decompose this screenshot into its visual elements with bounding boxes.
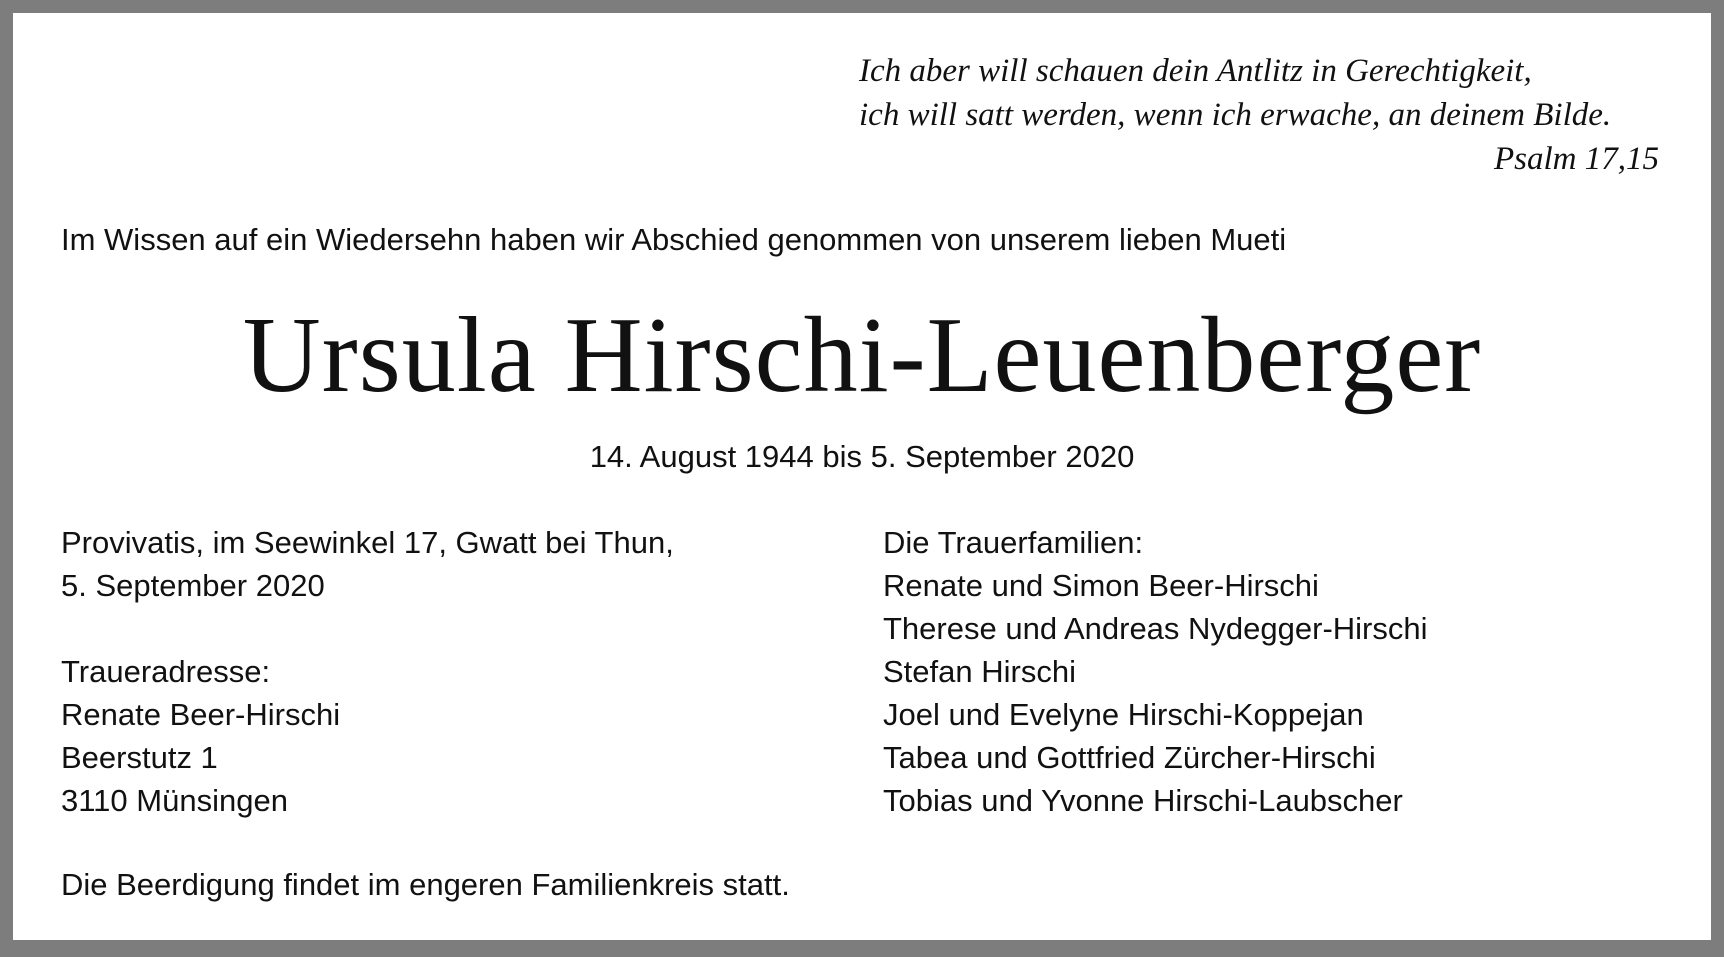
- address-city: 3110 Münsingen: [61, 783, 288, 818]
- address-name: Renate Beer-Hirschi: [61, 697, 341, 732]
- bible-verse: [859, 49, 1659, 181]
- intro-text: Im Wissen auf ein Wiedersehn haben wir Abschied genommen von unserem lieben Mueti: [61, 222, 1287, 257]
- family-member: Tobias und Yvonne Hirschi-Laubscher: [883, 783, 1403, 818]
- left-column: [61, 521, 674, 822]
- family-member: Joel und Evelyne Hirschi-Koppejan: [883, 697, 1364, 732]
- family-member: Therese und Andreas Nydegger-Hirschi: [883, 611, 1428, 646]
- family-member: Renate und Simon Beer-Hirschi: [883, 568, 1319, 603]
- place-line-1: Provivatis, im Seewinkel 17, Gwatt bei Thun,: [61, 525, 674, 560]
- family-member: Tabea und Gottfried Zürcher-Hirschi: [883, 740, 1376, 775]
- verse-line-2: ich will satt werden, wenn ich erwache, an deinem Bilde.: [859, 97, 1612, 133]
- verse-source: Psalm 17,15: [1494, 141, 1659, 177]
- place-line-2: 5. September 2020: [61, 568, 325, 603]
- obituary-notice: [13, 13, 1711, 940]
- right-column: [883, 521, 1428, 822]
- deceased-name: Ursula Hirschi-Leuenberger: [242, 296, 1482, 415]
- verse-line-1: Ich aber will schauen dein Antlitz in Gerechtigkeit,: [859, 53, 1532, 89]
- family-member: Stefan Hirschi: [883, 654, 1076, 689]
- life-dates: 14. August 1944 bis 5. September 2020: [589, 439, 1135, 474]
- address-label: Traueradresse:: [61, 654, 271, 689]
- funeral-note: Die Beerdigung findet im engeren Familienkreis statt.: [61, 867, 790, 902]
- spacer: [61, 607, 674, 650]
- families-label: Die Trauerfamilien:: [883, 525, 1144, 560]
- address-street: Beerstutz 1: [61, 740, 218, 775]
